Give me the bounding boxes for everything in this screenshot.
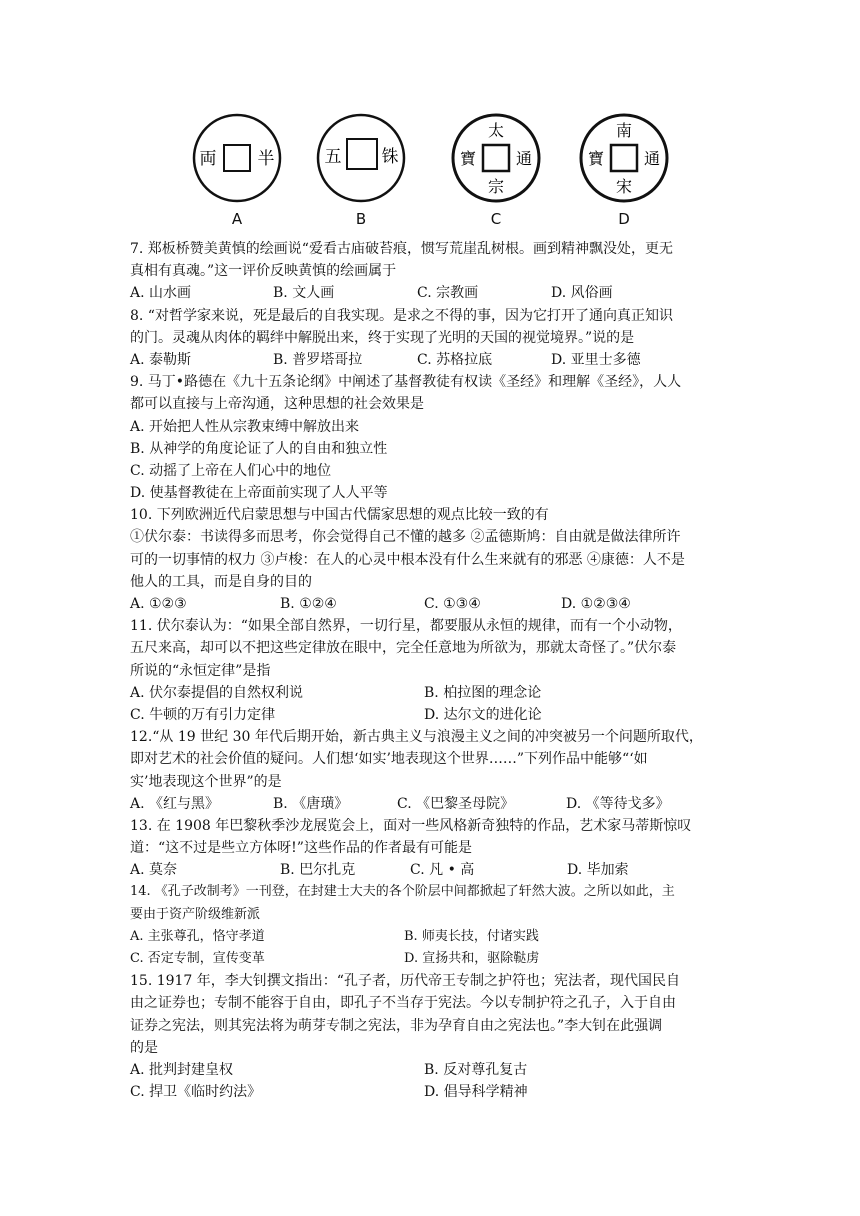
option-a: A. 《红与黑》 <box>130 795 220 812</box>
question-text: 由之证券也；专制不能容于自由，即孔子不当存于宪法。今以专制护符之孔子，入于自由 <box>130 995 676 1012</box>
coin-d-image <box>578 112 670 204</box>
option-d: D. 亚里士多德 <box>551 351 641 368</box>
options-row <box>130 926 730 948</box>
question-text: 即对艺术的社会价值的疑问。人们想‘如实’地表现这个世界……”下列作品中能够“‘如 <box>130 751 648 768</box>
question-text: 13. 在 1908 年巴黎秋季沙龙展览会上，面对一些风格新奇独特的作品，艺术家马蒂斯惊叹 <box>130 817 692 834</box>
option-d: D. ①②③④ <box>561 596 631 612</box>
question-14 <box>130 881 730 970</box>
options-row <box>130 1059 730 1081</box>
option-b: B. 反对尊孔复古 <box>424 1061 528 1078</box>
question-text: ①伏尔泰：书读得多而思考，你会觉得自己不懂的越多 ②孟德斯鸠：自由就是做法律所许 <box>130 529 681 546</box>
options-row <box>130 1081 730 1103</box>
coin-d-left-char: 寶 <box>587 149 605 168</box>
option-a: A. 批判封建皇权 <box>130 1061 234 1078</box>
question-text: 12.“从 19 世纪 30 年代后期开始，新古典主义与浪漫主义之间的冲突被另一个问题所取代， <box>130 729 703 746</box>
option-d: D. 毕加索 <box>567 862 629 879</box>
question-text: 要由于资产阶级维新派 <box>130 906 261 922</box>
options-row <box>130 682 730 704</box>
question-8 <box>130 305 730 372</box>
option-b: B. 从神学的角度论证了人的自由和独立性 <box>130 440 388 457</box>
option-d: D. 风俗画 <box>551 285 613 302</box>
question-text: 11. 伏尔泰认为：“如果全部自然界，一切行星，都要服从永恒的规律，而有一个小动物， <box>130 618 682 635</box>
options-row <box>130 859 730 881</box>
coins-figure <box>185 112 685 237</box>
options-row <box>130 793 730 815</box>
coin-b <box>315 112 407 228</box>
coin-b-right-char: 铢 <box>381 147 399 167</box>
option-c: C. ①③④ <box>424 596 481 612</box>
option-d: D. 使基督教徒在上帝面前实现了人人平等 <box>130 485 388 502</box>
question-9 <box>130 371 730 504</box>
option-c: C. 捍卫《临时约法》 <box>130 1084 262 1101</box>
question-text: 8. “对哲学家来说，死是最后的自我实现。是求之不得的事，因为它打开了通向真正知识 <box>130 307 673 324</box>
options-row <box>130 593 730 615</box>
options-row <box>130 704 730 726</box>
option-b: B. 《唐璜》 <box>273 795 349 812</box>
option-c: C. 动摇了上帝在人们心中的地位 <box>130 462 332 479</box>
option-a: A. 开始把人性从宗教束缚中解放出来 <box>130 418 360 435</box>
question-text: 14. 《孔子改制考》一刊登，在封建士大夫的各个阶层中间都掀起了轩然大波。之所以如此，主 <box>130 884 675 900</box>
coin-d-right-char: 通 <box>643 149 661 168</box>
question-10 <box>130 504 730 615</box>
option-b: B. 柏拉图的理念论 <box>424 684 542 701</box>
coin-c <box>450 112 542 228</box>
question-text: 所说的“永恒定律”是指 <box>130 662 271 679</box>
question-text: 五尺来高，却可以不把这些定律放在眼中，完全任意地为所欲为，那就太奇怪了。”伏尔泰 <box>130 640 677 657</box>
question-text: 实’地表现这个世界”的是 <box>130 773 282 790</box>
coin-b-label: B <box>355 210 367 228</box>
question-15 <box>130 970 730 1103</box>
coin-a-image <box>191 112 283 204</box>
coin-d-bottom-char: 宋 <box>615 177 633 196</box>
option-a: A. 莫奈 <box>130 862 178 879</box>
coin-a <box>191 112 283 228</box>
option-c: C. 《巴黎圣母院》 <box>397 795 515 812</box>
option-c: C. 凡 • 高 <box>410 862 475 879</box>
coin-c-bottom-char: 宗 <box>487 177 505 196</box>
coin-c-right-char: 通 <box>515 149 533 168</box>
option-b: B. 文人画 <box>273 285 335 302</box>
option-b: B. 师夷长技，付诸实践 <box>404 928 539 944</box>
question-text: 7. 郑板桥赞美黄慎的绘画说“爱看古庙破苔痕，惯写荒崖乱树根。画到精神飘没处，更无 <box>130 241 673 257</box>
question-text: 9. 马丁•路德在《九十五条论纲》中阐述了基督教徒有权读《圣经》和理解《圣经》，人人 <box>130 374 682 391</box>
option-c: C. 牛顿的万有引力定律 <box>130 706 276 723</box>
coin-a-left-char: 両 <box>199 149 217 169</box>
question-text: 的是 <box>130 1039 158 1056</box>
option-a: A. 泰勒斯 <box>130 351 192 368</box>
coin-d <box>578 112 670 228</box>
question-text: 道：“这不过是些立方体呀!”这些作品的作者最有可能是 <box>130 840 472 857</box>
option-d: D. 达尔文的进化论 <box>424 706 542 723</box>
option-c: C. 否定专制，宣传变革 <box>130 951 265 966</box>
options-row <box>130 282 730 304</box>
option-d: D. 《等待戈多》 <box>566 795 670 812</box>
question-12 <box>130 726 730 815</box>
options-row <box>130 349 730 371</box>
question-11 <box>130 615 730 726</box>
question-text: 真相有真魂。”这一评价反映黄慎的绘画属于 <box>130 263 397 280</box>
coin-d-top-char: 南 <box>615 121 633 140</box>
question-text: 证券之宪法，则其宪法将为萌芽专制之宪法，非为孕育自由之宪法也。”李大钊在此强调 <box>130 1017 663 1034</box>
question-text: 都可以直接与上帝沟通，这种思想的社会效果是 <box>130 396 424 413</box>
coin-a-label: A <box>231 210 243 228</box>
coin-c-top-char: 太 <box>487 121 505 140</box>
coin-d-label: D <box>618 210 630 228</box>
option-b: B. 普罗塔哥拉 <box>273 351 363 368</box>
coin-a-right-char: 半 <box>257 149 275 169</box>
question-text: 可的一切事情的权力 ③卢梭：在人的心灵中根本没有什么生来就有的邪恶 ④康德：人不是 <box>130 551 685 568</box>
question-13 <box>130 815 730 882</box>
option-c: C. 宗教画 <box>417 285 479 302</box>
question-text: 的门。灵魂从肉体的羁绊中解脱出来，终于实现了光明的天国的视觉境界。”说的是 <box>130 329 635 346</box>
option-a: A. 山水画 <box>130 285 192 302</box>
option-a: A. ①②③ <box>130 596 187 612</box>
option-d: D. 宣扬共和，驱除鞑虏 <box>404 951 540 966</box>
question-list <box>130 238 730 1103</box>
coin-c-label: C <box>490 210 502 228</box>
coin-b-left-char: 五 <box>324 147 342 167</box>
option-b: B. 巴尔扎克 <box>280 862 356 879</box>
option-a: A. 主张尊孔，恪守孝道 <box>130 928 265 944</box>
question-7 <box>130 238 730 305</box>
coin-c-left-char: 寶 <box>459 149 477 168</box>
question-text: 15. 1917 年，李大钊撰文指出：“孔子者，历代帝王专制之护符也；宪法者，现代国民自 <box>130 973 680 990</box>
option-a: A. 伏尔泰提倡的自然权利说 <box>130 684 304 701</box>
coin-c-image <box>450 112 542 204</box>
question-text: 他人的工具，而是自身的目的 <box>130 573 312 590</box>
option-c: C. 苏格拉底 <box>417 351 493 368</box>
coin-b-image <box>315 112 407 204</box>
question-text: 10. 下列欧洲近代启蒙思想与中国古代儒家思想的观点比较一致的有 <box>130 507 549 524</box>
option-b: B. ①②④ <box>280 596 337 612</box>
options-row <box>130 948 730 970</box>
option-d: D. 倡导科学精神 <box>424 1084 528 1101</box>
